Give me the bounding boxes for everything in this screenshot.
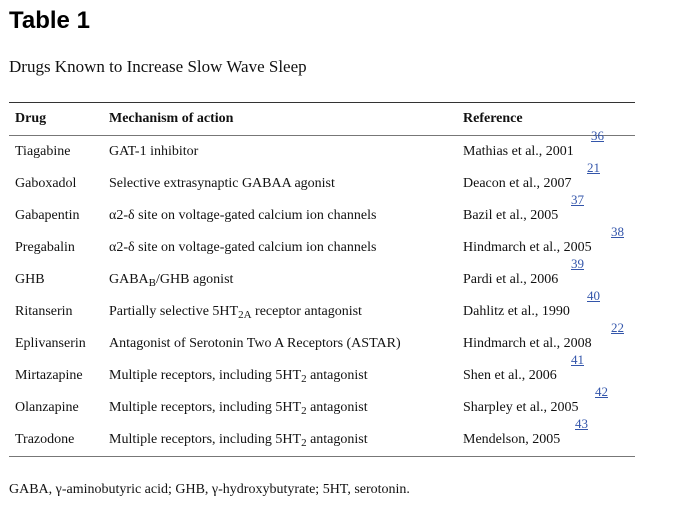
mechanism-subscript: 2 — [301, 436, 307, 449]
mechanism-text-suffix: receptor antagonist — [251, 303, 362, 319]
reference — [457, 160, 635, 200]
reference — [457, 320, 635, 360]
citation-link[interactable]: 40 — [587, 288, 600, 303]
reference — [457, 288, 635, 328]
citation-link[interactable]: 37 — [571, 192, 584, 207]
reference-text: Mathias et al., 2001 — [463, 144, 574, 159]
mechanism-subscript: 2 — [301, 372, 307, 385]
citation-link[interactable]: 38 — [611, 224, 624, 239]
drug-name: Tiagabine — [15, 144, 71, 159]
reference-text: Mendelson, 2005 — [463, 432, 561, 447]
reference-text: Sharpley et al., 2005 — [463, 400, 579, 415]
mechanism-text-suffix: antagonist — [306, 431, 368, 447]
mechanism — [103, 424, 457, 457]
drug-name: Trazodone — [15, 432, 75, 447]
mechanism-text-suffix: antagonist — [306, 399, 368, 415]
mechanism: Selective extrasynaptic GABAA agonist — [109, 176, 335, 191]
table-caption: Drugs Known to Increase Slow Wave Sleep — [9, 57, 307, 76]
drug-name: Mirtazapine — [15, 368, 83, 383]
table-row — [9, 296, 635, 328]
mechanism-text-suffix: antagonist — [306, 367, 368, 383]
table-row — [9, 264, 635, 296]
mechanism-subscript: B — [148, 276, 157, 289]
mechanism — [103, 360, 457, 392]
citation-link[interactable]: 22 — [611, 320, 624, 335]
reference-text: Deacon et al., 2007 — [463, 176, 572, 191]
citation-link[interactable]: 43 — [575, 416, 588, 431]
table-row — [9, 200, 635, 232]
mechanism-subscript: 2A — [238, 308, 252, 321]
table-header-row — [9, 103, 635, 136]
table-footnote: GABA, γ-aminobutyric acid; GHB, γ-hydroxybutyrate; 5HT, serotonin. — [9, 482, 410, 497]
table-row — [9, 424, 635, 457]
drug-name: GHB — [15, 272, 45, 287]
drug-name: Pregabalin — [15, 240, 75, 255]
mechanism: GAT-1 inhibitor — [109, 144, 199, 159]
mechanism — [103, 296, 457, 328]
table-row — [9, 136, 635, 169]
mechanism-text: Partially selective 5HT — [109, 303, 239, 319]
header-drug: Drug — [15, 111, 47, 126]
drug-name: Eplivanserin — [15, 336, 86, 351]
drug-table-container — [9, 102, 635, 457]
drug-name: Olanzapine — [15, 400, 79, 415]
table-title: Table 1 — [9, 7, 90, 34]
reference-text: Hindmarch et al., 2005 — [463, 240, 592, 255]
mechanism — [103, 392, 457, 424]
drug-table — [9, 102, 635, 457]
table-row — [9, 328, 635, 360]
header-reference: Reference — [463, 111, 523, 126]
reference — [457, 384, 635, 424]
reference — [457, 416, 635, 457]
reference-text: Hindmarch et al., 2008 — [463, 336, 592, 351]
reference — [457, 224, 635, 264]
drug-name: Gaboxadol — [15, 176, 77, 191]
mechanism — [103, 264, 457, 296]
drug-name: Gabapentin — [15, 208, 80, 223]
mechanism: α2-δ site on voltage-gated calcium ion channels — [109, 208, 377, 223]
mechanism: Antagonist of Serotonin Two A Receptors (ASTAR) — [109, 336, 401, 351]
mechanism-text: Multiple receptors, including 5HT — [109, 367, 302, 383]
reference-text: Bazil et al., 2005 — [463, 208, 559, 223]
drug-name: Ritanserin — [15, 304, 73, 319]
mechanism-subscript: 2 — [301, 404, 307, 417]
mechanism-text-suffix: /GHB agonist — [156, 271, 234, 287]
reference — [457, 352, 635, 392]
reference-text: Pardi et al., 2006 — [463, 272, 559, 287]
citation-link[interactable]: 21 — [587, 160, 600, 175]
mechanism-text: Multiple receptors, including 5HT — [109, 399, 302, 415]
reference — [457, 256, 635, 296]
mechanism: α2-δ site on voltage-gated calcium ion channels — [109, 240, 377, 255]
reference — [457, 192, 635, 232]
citation-link[interactable]: 41 — [571, 352, 584, 367]
table-row — [9, 168, 635, 200]
citation-link[interactable]: 42 — [595, 384, 608, 399]
citation-link[interactable]: 39 — [571, 256, 584, 271]
table-row — [9, 392, 635, 424]
mechanism-text: GABA — [109, 271, 149, 287]
header-mechanism: Mechanism of action — [109, 111, 234, 126]
reference-text: Dahlitz et al., 1990 — [463, 304, 570, 319]
reference-text: Shen et al., 2006 — [463, 368, 557, 383]
table-row — [9, 232, 635, 264]
citation-link[interactable]: 36 — [591, 128, 604, 143]
table-row — [9, 360, 635, 392]
mechanism-text: Multiple receptors, including 5HT — [109, 431, 302, 447]
reference — [457, 128, 635, 169]
